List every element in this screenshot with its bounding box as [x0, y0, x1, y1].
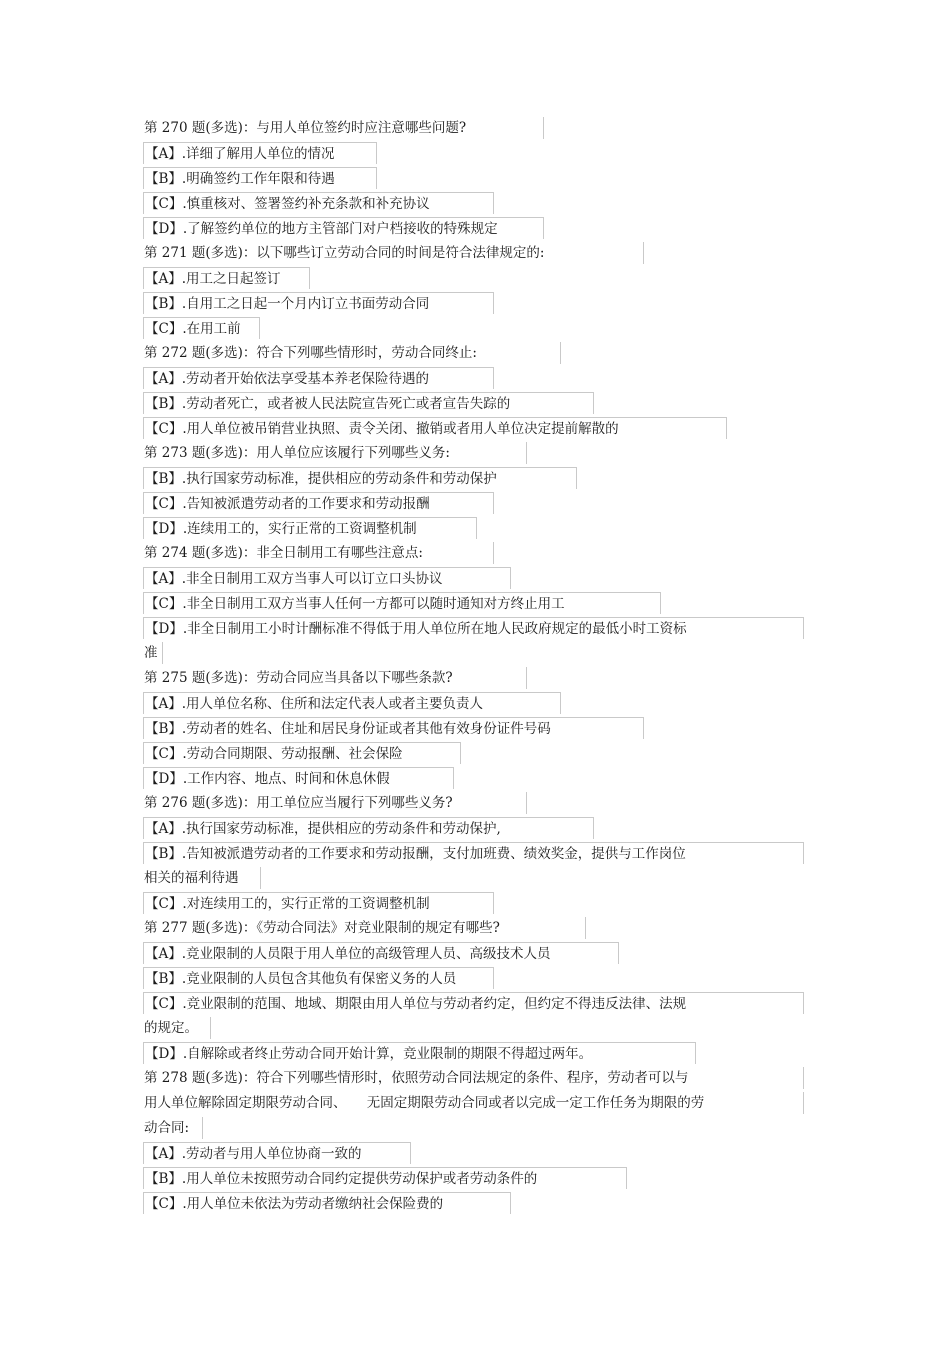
question-text: 第 274 题(多选)：非全日制用工有哪些注意点: — [143, 542, 494, 564]
option-text: 【B】.明确签约工作年限和待遇 — [143, 167, 377, 189]
option-text: 【C】.在用工前 — [143, 317, 260, 339]
question-text: 第 272 题(多选)：符合下列哪些情形时，劳动合同终止: — [143, 342, 561, 364]
question-text: 第 277 题(多选)：《劳动合同法》对竞业限制的规定有哪些? — [143, 917, 586, 939]
option-text: 【D】.了解签约单位的地方主管部门对户档接收的特殊规定 — [143, 217, 544, 239]
question-text: 第 271 题(多选)：以下哪些订立劳动合同的时间是符合法律规定的: — [143, 242, 644, 264]
option-text: 【B】.执行国家劳动标准，提供相应的劳动条件和劳动保护 — [143, 467, 577, 489]
question-text: 用人单位解除固定期限劳动合同、 无固定期限劳动合同或者以完成一定工作任务为期限的劳 — [143, 1092, 804, 1114]
option-text: 【C】.用人单位未依法为劳动者缴纳社会保险费的 — [143, 1192, 511, 1214]
option-text: 【C】.竞业限制的范围、地域、期限由用人单位与劳动者约定，但约定不得违反法律、法规 — [143, 992, 804, 1014]
option-text: 【A】.竞业限制的人员限于用人单位的高级管理人员、高级技术人员 — [143, 942, 619, 964]
option-text: 【A】.劳动者与用人单位协商一致的 — [143, 1142, 411, 1164]
option-text: 【A】.执行国家劳动标准，提供相应的劳动条件和劳动保护, — [143, 817, 594, 839]
option-text: 【C】.非全日制用工双方当事人任何一方都可以随时通知对方终止用工 — [143, 592, 661, 614]
option-text: 【B】.劳动者的姓名、住址和居民身份证或者其他有效身份证件号码 — [143, 717, 644, 739]
option-text: 【A】.劳动者开始依法享受基本养老保险待遇的 — [143, 367, 494, 389]
option-text: 【B】.自用工之日起一个月内订立书面劳动合同 — [143, 292, 494, 314]
option-text: 【D】.非全日制用工小时计酬标准不得低于用人单位所在地人民政府规定的最低小时工资标 — [143, 617, 804, 639]
option-text: 【B】.竞业限制的人员包含其他负有保密义务的人员 — [143, 967, 494, 989]
continuation-text: 相关的福利待遇 — [143, 867, 261, 889]
option-text: 【C】.告知被派遣劳动者的工作要求和劳动报酬 — [143, 492, 494, 514]
option-text: 【B】.劳动者死亡，或者被人民法院宣告死亡或者宣告失踪的 — [143, 392, 594, 414]
question-text: 第 278 题(多选)：符合下列哪些情形时，依照劳动合同法规定的条件、程序，劳动者可以与 — [143, 1067, 804, 1089]
option-text: 【A】.详细了解用人单位的情况 — [143, 142, 377, 164]
option-text: 【D】.工作内容、地点、时间和休息休假 — [143, 767, 454, 789]
option-text: 【C】.慎重核对、签署签约补充条款和补充协议 — [143, 192, 494, 214]
option-text: 【A】.用人单位名称、住所和法定代表人或者主要负责人 — [143, 692, 561, 714]
question-text: 第 273 题(多选)：用人单位应该履行下列哪些义务: — [143, 442, 527, 464]
question-text: 第 270 题(多选)：与用人单位签约时应注意哪些问题? — [143, 117, 544, 139]
continuation-text: 的规定。 — [143, 1017, 211, 1039]
option-text: 【B】.用人单位未按照劳动合同约定提供劳动保护或者劳动条件的 — [143, 1167, 627, 1189]
option-text: 【D】.自解除或者终止劳动合同开始计算，竞业限制的期限不得超过两年。 — [143, 1042, 696, 1064]
option-text: 【B】.告知被派遣劳动者的工作要求和劳动报酬，支付加班费、绩效奖金，提供与工作岗位 — [143, 842, 804, 864]
option-text: 【C】.劳动合同期限、劳动报酬、社会保险 — [143, 742, 461, 764]
option-text: 【C】.对连续用工的，实行正常的工资调整机制 — [143, 892, 494, 914]
option-text: 【D】.连续用工的，实行正常的工资调整机制 — [143, 517, 477, 539]
option-text: 【C】.用人单位被吊销营业执照、责令关闭、撤销或者用人单位决定提前解散的 — [143, 417, 727, 439]
option-text: 【A】.用工之日起签订 — [143, 267, 310, 289]
question-text: 第 276 题(多选)：用工单位应当履行下列哪些义务? — [143, 792, 527, 814]
option-text: 【A】.非全日制用工双方当事人可以订立口头协议 — [143, 567, 511, 589]
question-text: 第 275 题(多选)：劳动合同应当具备以下哪些条款? — [143, 667, 527, 689]
question-text: 动合同: — [143, 1117, 203, 1139]
continuation-text: 准 — [143, 642, 163, 664]
